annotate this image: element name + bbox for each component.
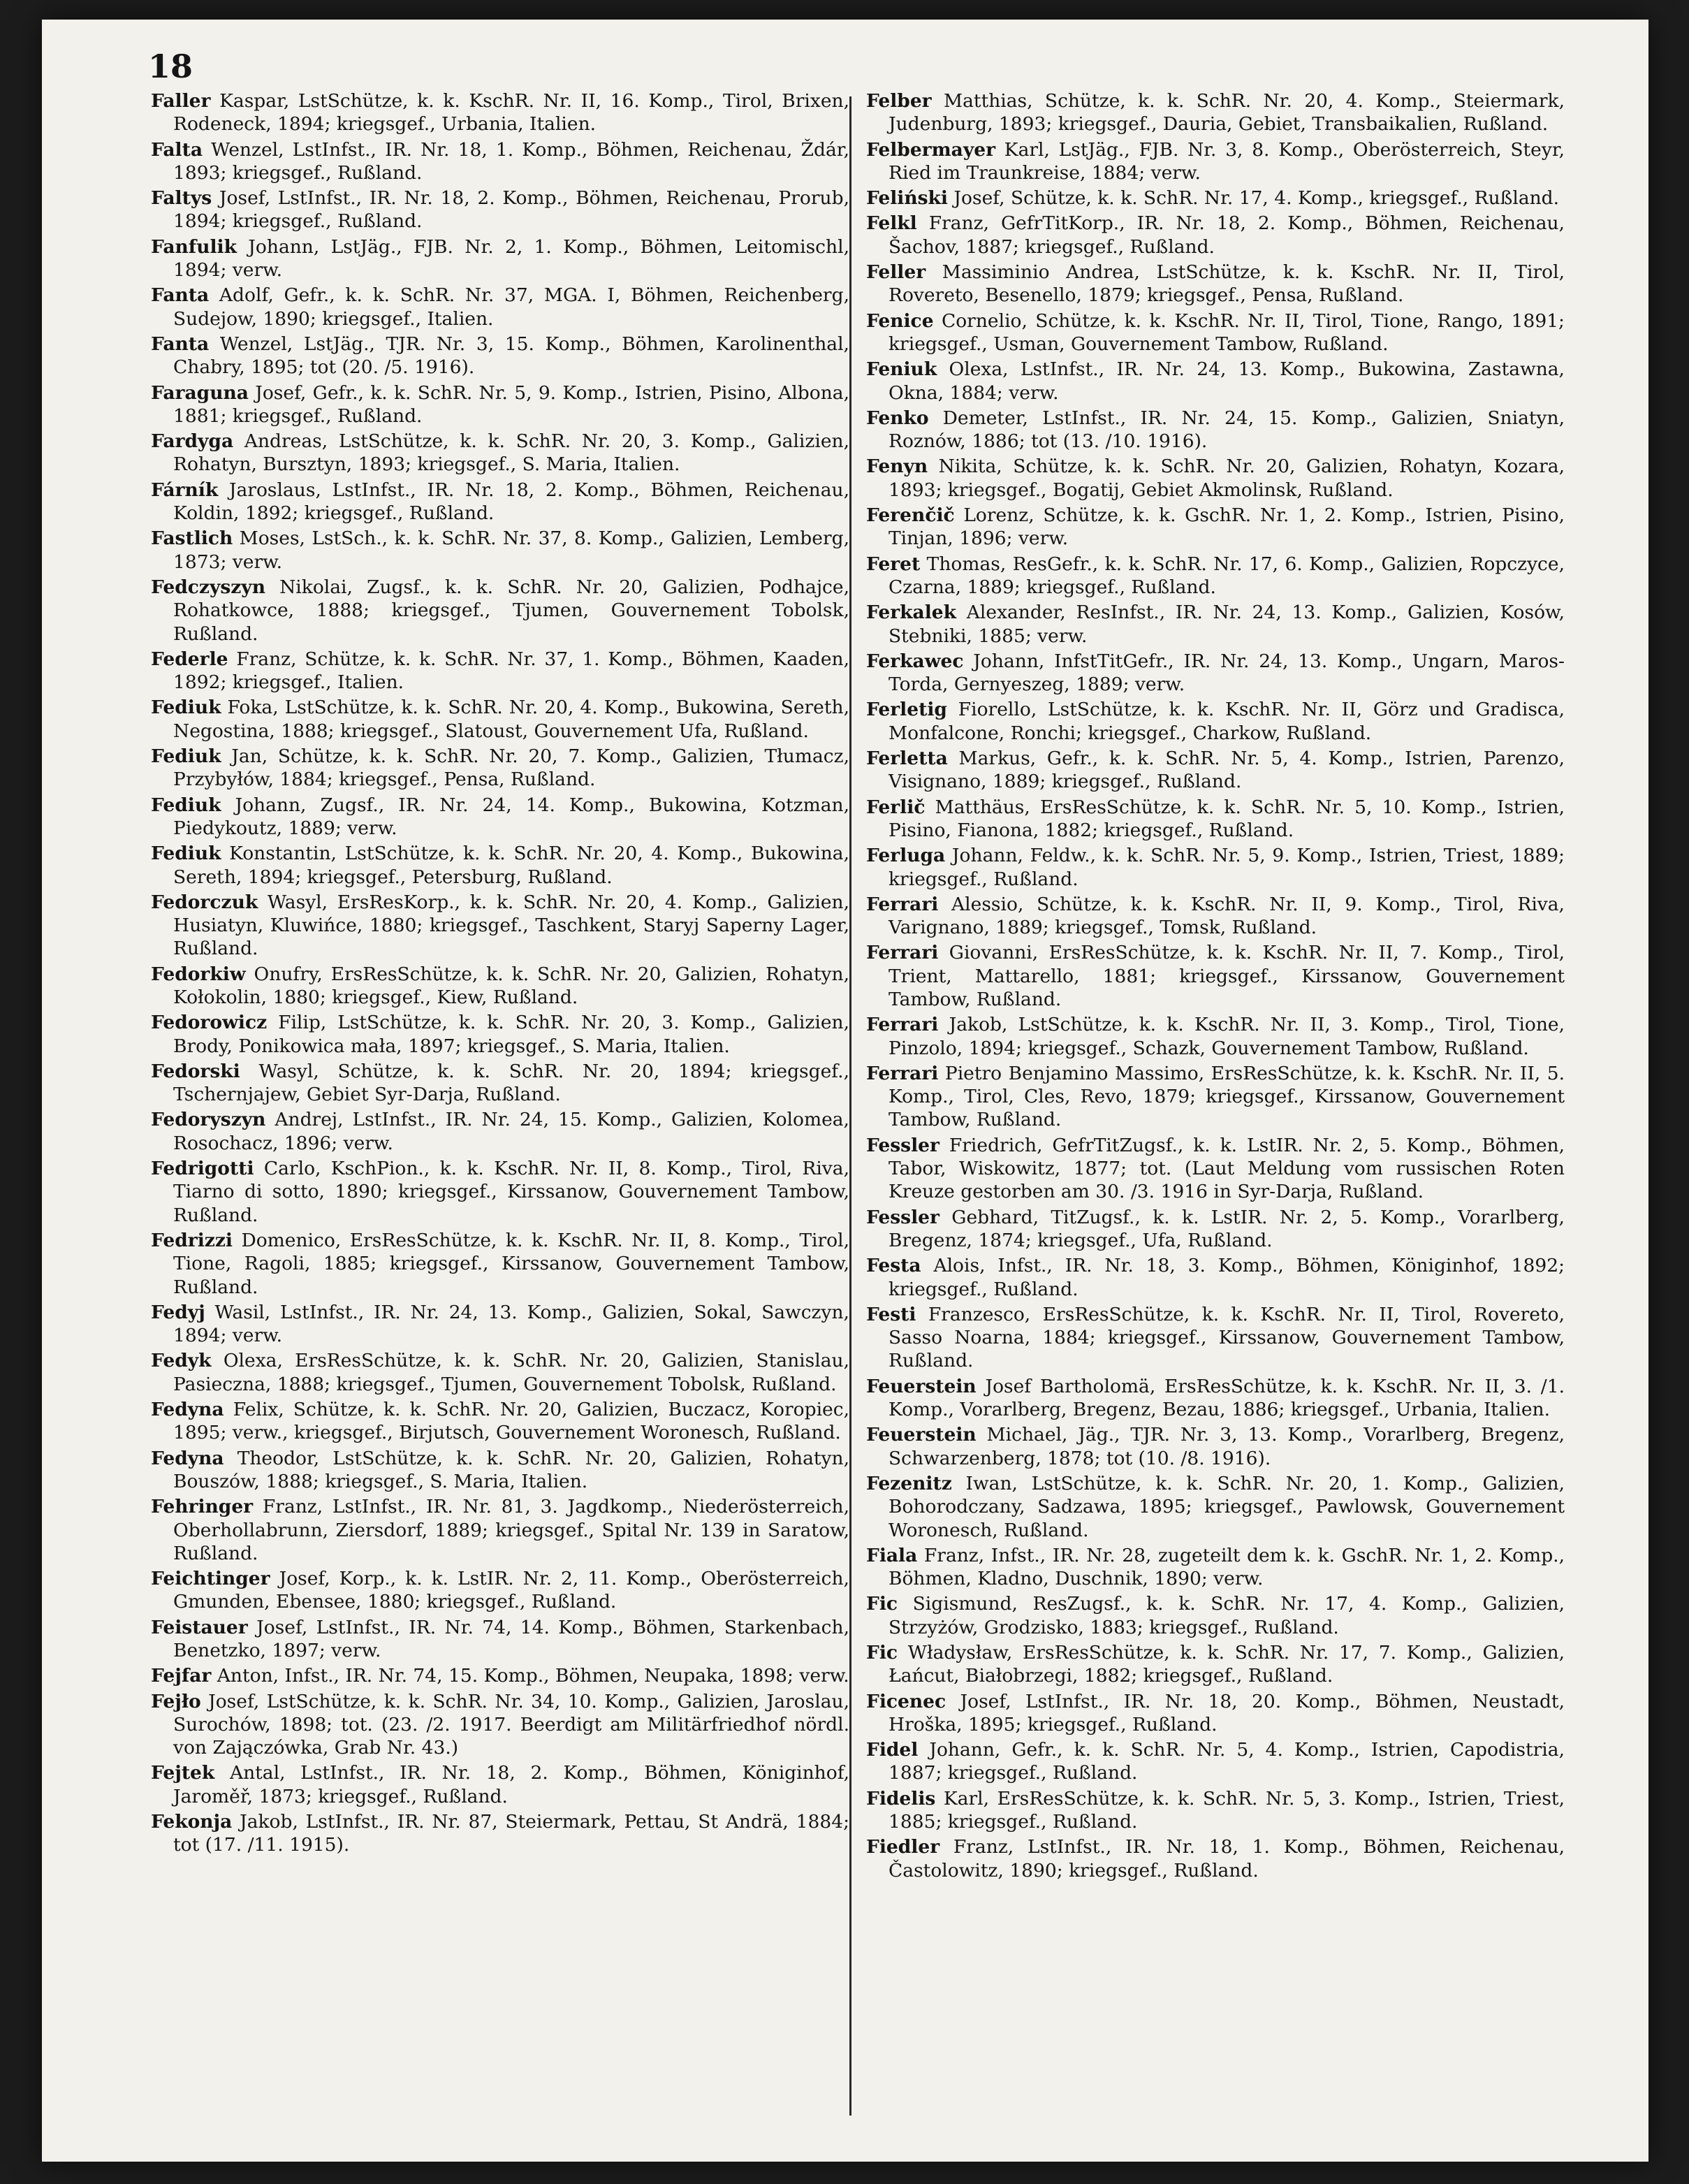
entry-details: Johann, Zugsf., IR. Nr. 24, 14. Komp., Bukowina, Kotzman, Piedykoutz, 1889; verw. <box>173 794 849 839</box>
entry-details: Gebhard, TitZugsf., k. k. LstIR. Nr. 2, 5. Komp., Vorarlberg, Bregenz, 1874; kriegsgef., Ufa, Rußland. <box>889 1206 1565 1251</box>
entry-surname: Fedyj <box>151 1301 205 1323</box>
entry-surname: Fedczyszyn <box>151 576 265 598</box>
entry-details: Karl, ErsResSchütze, k. k. SchR. Nr. 5, 3. Komp., Istrien, Triest, 1885; kriegsgef., Rußland. <box>889 1787 1565 1833</box>
entry-surname: Fessler <box>866 1134 939 1156</box>
entry-surname: Felbermayer <box>866 138 996 161</box>
entry-details: Josef, Korp., k. k. LstIR. Nr. 2, 11. Komp., Oberösterreich, Gmunden, Ebensee, 1880; kriegsgef., Rußland. <box>173 1568 849 1613</box>
entry-details: Carlo, KschPion., k. k. KschR. Nr. II, 8. Komp., Tirol, Riva, Tiarno di sotto, 1890; kriegsgef., Kirssanow, Gouvernement Tambow, Rußland. <box>173 1158 849 1226</box>
register-entry <box>151 745 849 792</box>
document-page <box>42 20 1648 2162</box>
entry-surname: Fedorowicz <box>151 1012 268 1034</box>
entry-surname: Feuerstein <box>866 1424 977 1446</box>
register-entry <box>151 1229 849 1299</box>
entry-details: Wenzel, LstJäg., TJR. Nr. 3, 15. Komp., Böhmen, Karolinenthal, Chabry, 1895; tot (20. /5. 1916). <box>173 333 849 379</box>
entry-surname: Fiala <box>866 1544 918 1566</box>
register-entry <box>151 1567 849 1614</box>
entry-surname: Fenko <box>866 407 929 429</box>
entry-details: Jakob, LstSchütze, k. k. KschR. Nr. II, 3. Komp., Tirol, Tione, Pinzolo, 1894; kriegsgef., Schazk, Gouvernement Tambow, Rußland. <box>889 1014 1565 1059</box>
register-entry <box>866 1472 1565 1542</box>
entry-details: Johann, InfstTitGefr., IR. Nr. 24, 13. Komp., Ungarn, Maros-Torda, Gernyeszeg, 1889; verw. <box>889 650 1565 696</box>
entry-details: Friedrich, GefrTitZugsf., k. k. LstIR. Nr. 2, 5. Komp., Böhmen, Tabor, Wiskowitz, 1877; tot. (Laut Meldung vom russischen Roten Kreuze gestorben am 30. /3. 1916 in Syr-Darja, Rußland. <box>889 1134 1565 1203</box>
entry-details: Andreas, LstSchütze, k. k. SchR. Nr. 20, 3. Komp., Galizien, Rohatyn, Bursztyn, 1893; kriegsgef., S. Maria, Italien. <box>173 430 849 476</box>
entry-details: Olexa, ErsResSchütze, k. k. SchR. Nr. 20, Galizien, Stanislau, Pasieczna, 1888; kriegsgef., Tjumen, Gouvernement Tobolsk, Rußland. <box>173 1350 849 1395</box>
entry-surname: Ferrari <box>866 1014 939 1036</box>
register-entry <box>866 650 1565 697</box>
register-entry <box>151 1398 849 1445</box>
register-entry <box>866 1134 1565 1204</box>
entry-details: Franz, LstInfst., IR. Nr. 18, 1. Komp., Böhmen, Reichenau, Častolowitz, 1890; kriegsgef., Rußland. <box>889 1836 1565 1881</box>
entry-surname: Ferlič <box>866 796 926 818</box>
entry-surname: Ferrari <box>866 942 939 964</box>
entry-surname: Ferrari <box>866 1062 939 1084</box>
register-entry <box>866 601 1565 648</box>
entry-details: Josef, LstSchütze, k. k. SchR. Nr. 34, 10. Komp., Galizien, Jaroslau, Surochów, 1898; tot. (23. /2. 1917. Beerdigt am Militärfriedhof nördl. von Zajączówka, Grab Nr. 43.) <box>173 1690 849 1759</box>
register-entry <box>866 1013 1565 1060</box>
register-entry <box>866 1303 1565 1373</box>
entry-surname: Faller <box>151 90 211 112</box>
entry-surname: Falta <box>151 138 203 161</box>
register-entry <box>151 479 849 525</box>
entry-surname: Faltys <box>151 187 212 210</box>
register-entry <box>151 138 849 185</box>
entry-surname: Feniuk <box>866 358 937 381</box>
register-entry <box>151 891 849 961</box>
entry-surname: Fediuk <box>151 794 221 816</box>
register-entry <box>866 310 1565 356</box>
entry-details: Onufry, ErsResSchütze, k. k. SchR. Nr. 20, Galizien, Rohatyn, Kołokolin, 1880; kriegsgef., Kiew, Rußland. <box>173 963 849 1008</box>
entry-details: Matthias, Schütze, k. k. SchR. Nr. 20, 4. Komp., Steiermark, Judenburg, 1893; kriegsgef., Dauria, Gebiet, Transbaikalien, Rußland. <box>889 90 1565 136</box>
entry-details: Jan, Schütze, k. k. SchR. Nr. 20, 7. Komp., Galizien, Tłumacz, Przybyłów, 1884; kriegsgef., Pensa, Rußland. <box>173 745 849 791</box>
register-entry <box>151 1616 849 1663</box>
entry-details: Jaroslaus, LstInfst., IR. Nr. 18, 2. Komp., Böhmen, Reichenau, Koldin, 1892; kriegsgef., Rußland. <box>173 479 849 525</box>
entry-details: Nikita, Schütze, k. k. SchR. Nr. 20, Galizien, Rohatyn, Kozara, 1893; kriegsgef., Bogatij, Gebiet Akmolinsk, Rußland. <box>889 456 1565 501</box>
entry-surname: Faraguna <box>151 381 249 404</box>
entry-details: Anton, Infst., IR. Nr. 74, 15. Komp., Böhmen, Neupaka, 1898; verw. <box>211 1665 849 1687</box>
register-entry <box>866 844 1565 891</box>
register-entry <box>866 1641 1565 1688</box>
register-entry <box>866 1738 1565 1785</box>
register-entry <box>866 1787 1565 1834</box>
entry-details: Olexa, LstInfst., IR. Nr. 24, 13. Komp., Bukowina, Zastawna, Okna, 1884; verw. <box>889 358 1565 404</box>
entry-details: Franz, LstInfst., IR. Nr. 81, 3. Jagdkomp., Niederösterreich, Oberhollabrunn, Ziersdorf, 1889; kriegsgef., Spital Nr. 139 in Saratow, Rußland. <box>173 1496 849 1564</box>
entry-details: Lorenz, Schütze, k. k. GschR. Nr. 1, 2. Komp., Istrien, Pisino, Tinjan, 1896; verw. <box>889 504 1565 550</box>
entry-details: Matthäus, ErsResSchütze, k. k. SchR. Nr. 5, 10. Komp., Istrien, Pisino, Fianona, 1882; kriegsgef., Rußland. <box>889 796 1565 841</box>
entry-surname: Fiedler <box>866 1836 940 1858</box>
entry-surname: Fanta <box>151 333 210 355</box>
entry-surname: Fanfulik <box>151 235 237 258</box>
entry-details: Fiorello, LstSchütze, k. k. KschR. Nr. II, Görz und Gradisca, Monfalcone, Ronchi; kriegsgef., Charkow, Rußland. <box>889 699 1565 744</box>
entry-surname: Fedyna <box>151 1447 224 1469</box>
register-entry <box>151 1690 849 1760</box>
entry-details: Alessio, Schütze, k. k. KschR. Nr. II, 9. Komp., Tirol, Riva, Varignano, 1889; kriegsgef., Tomsk, Rußland. <box>889 893 1565 939</box>
entry-surname: Fediuk <box>151 843 221 865</box>
entry-details: Josef, LstInfst., IR. Nr. 74, 14. Komp., Böhmen, Starkenbach, Benetzko, 1897; verw. <box>173 1616 849 1661</box>
entry-details: Josef, LstInfst., IR. Nr. 18, 20. Komp., Böhmen, Neustadt, Hroška, 1895; kriegsgef., Rußland. <box>889 1690 1565 1735</box>
entry-details: Markus, Gefr., k. k. SchR. Nr. 5, 4. Komp., Istrien, Parenzo, Visignano, 1889; kriegsgef., Rußland. <box>889 748 1565 793</box>
entry-surname: Ferkalek <box>866 602 957 624</box>
register-entry <box>866 1835 1565 1882</box>
entry-surname: Federle <box>151 648 228 670</box>
register-entry <box>866 261 1565 307</box>
entry-surname: Fessler <box>866 1206 939 1228</box>
entry-details: Konstantin, LstSchütze, k. k. SchR. Nr. 20, 4. Komp., Bukowina, Sereth, 1894; kriegsgef., Petersburg, Rußland. <box>173 843 849 888</box>
entry-surname: Feller <box>866 261 926 284</box>
entry-surname: Ferletta <box>866 748 948 770</box>
column-divider <box>849 96 851 2116</box>
entry-surname: Feuerstein <box>866 1375 977 1397</box>
entry-details: Wasil, LstInfst., IR. Nr. 24, 13. Komp., Galizien, Sokal, Sawczyn, 1894; verw. <box>173 1301 849 1347</box>
register-entry <box>866 1690 1565 1737</box>
entry-details: Iwan, LstSchütze, k. k. SchR. Nr. 20, 1. Komp., Galizien, Bohorodczany, Sadzawa, 1895; kriegsgef., Pawlowsk, Gouvernement Woronesch, Rußland. <box>889 1472 1565 1541</box>
entry-surname: Fanta <box>151 284 210 307</box>
register-entry <box>151 648 849 694</box>
register-entry <box>151 1810 849 1857</box>
register-entry <box>151 187 849 233</box>
entry-details: Theodor, LstSchütze, k. k. SchR. Nr. 20, Galizien, Rohatyn, Bouszów, 1888; kriegsgef., S. Maria, Italien. <box>173 1447 849 1492</box>
entry-surname: Fidelis <box>866 1787 936 1810</box>
entry-surname: Festi <box>866 1303 916 1325</box>
register-entry <box>151 430 849 476</box>
entry-surname: Fárník <box>151 479 219 501</box>
register-entry <box>866 455 1565 502</box>
register-entry <box>151 89 849 136</box>
register-entry <box>866 796 1565 843</box>
entry-surname: Ferletig <box>866 699 947 721</box>
entry-details: Josef, Schütze, k. k. SchR. Nr. 17, 4. Komp., kriegsgef., Rußland. <box>947 187 1560 210</box>
entry-details: Johann, LstJäg., FJB. Nr. 2, 1. Komp., Böhmen, Leitomischl, 1894; verw. <box>173 235 849 282</box>
entry-details: Cornelio, Schütze, k. k. KschR. Nr. II, Tirol, Tione, Rango, 1891; kriegsgef., Usman, Gouvernement Tambow, Rußland. <box>889 310 1565 355</box>
register-entry <box>151 527 849 574</box>
entry-details: Karl, LstJäg., FJB. Nr. 3, 8. Komp., Oberösterreich, Steyr, Ried im Traunkreise, 1884; verw. <box>889 138 1565 184</box>
register-entry <box>151 696 849 743</box>
entry-details: Adolf, Gefr., k. k. SchR. Nr. 37, MGA. I, Böhmen, Reichenberg, Sudejow, 1890; kriegsgef., Italien. <box>173 284 849 330</box>
entry-surname: Feistauer <box>151 1616 248 1638</box>
entry-details: Wasyl, Schütze, k. k. SchR. Nr. 20, 1894; kriegsgef., Tschernjajew, Gebiet Syr-Darja, Rußland. <box>173 1060 849 1106</box>
entry-surname: Fic <box>866 1642 898 1664</box>
register-entry <box>151 1447 849 1494</box>
entry-surname: Fedrigotti <box>151 1158 254 1180</box>
entry-surname: Festa <box>866 1255 921 1277</box>
entry-details: Filip, LstSchütze, k. k. SchR. Nr. 20, 3. Komp., Galizien, Brody, Ponikowica mała, 1897; kriegsgef., S. Maria, Italien. <box>173 1012 849 1057</box>
entry-surname: Fedorski <box>151 1060 240 1082</box>
entry-details: Moses, LstSch., k. k. SchR. Nr. 37, 8. Komp., Galizien, Lemberg, 1873; verw. <box>173 527 849 573</box>
register-entry <box>151 1108 849 1155</box>
register-entry <box>151 1060 849 1107</box>
register-entry <box>866 1592 1565 1639</box>
entry-surname: Fejło <box>151 1690 201 1712</box>
entry-surname: Fastlich <box>151 527 233 550</box>
register-entry <box>866 1375 1565 1422</box>
right-column <box>866 89 1565 1884</box>
register-entry <box>866 941 1565 1011</box>
entry-details: Franz, Infst., IR. Nr. 28, zugeteilt dem k. k. GschR. Nr. 1, 2. Komp., Böhmen, Kladno, Duschnik, 1890; verw. <box>889 1544 1565 1590</box>
entry-details: Demeter, LstInfst., IR. Nr. 24, 15. Komp., Galizien, Sniatyn, Roznów, 1886; tot (13. /10. 1916). <box>889 407 1565 453</box>
register-entry <box>866 407 1565 453</box>
register-entry <box>866 1254 1565 1301</box>
register-entry <box>866 1062 1565 1132</box>
entry-surname: Fic <box>866 1593 898 1615</box>
entry-details: Johann, Gefr., k. k. SchR. Nr. 5, 4. Komp., Istrien, Capodistria, 1887; kriegsgef., Rußland. <box>889 1739 1565 1784</box>
register-entry <box>151 794 849 840</box>
entry-details: Johann, Feldw., k. k. SchR. Nr. 5, 9. Komp., Istrien, Triest, 1889; kriegsgef., Rußland. <box>889 845 1565 890</box>
register-entry <box>866 89 1565 136</box>
register-entry <box>151 333 849 379</box>
left-column <box>151 89 849 1859</box>
entry-details: Domenico, ErsResSchütze, k. k. KschR. Nr. II, 8. Komp., Tirol, Tione, Ragoli, 1885; kriegsgef., Kirssanow, Gouvernement Tambow, Rußland. <box>173 1229 849 1298</box>
register-entry <box>151 284 849 330</box>
register-entry <box>866 187 1565 210</box>
register-entry <box>151 1349 849 1396</box>
entry-surname: Fedoryszyn <box>151 1109 266 1131</box>
entry-details: Antal, LstInfst., IR. Nr. 18, 2. Komp., Böhmen, Königinhof, Jaroměř, 1873; kriegsgef., Rußland. <box>173 1762 849 1807</box>
entry-details: Nikolai, Zugsf., k. k. SchR. Nr. 20, Galizien, Podhajce, Rohatkowce, 1888; kriegsgef., Tjumen, Gouvernement Tobolsk, Rußland. <box>173 576 849 645</box>
entry-details: Władysław, ErsResSchütze, k. k. SchR. Nr. 17, 7. Komp., Galizien, Łańcut, Białobrzegi, 1882; kriegsgef., Rußland. <box>889 1642 1565 1687</box>
entry-details: Michael, Jäg., TJR. Nr. 3, 13. Komp., Vorarlberg, Bregenz, Schwarzenberg, 1878; tot (10. /8. 1916). <box>889 1424 1565 1469</box>
register-entry <box>866 358 1565 405</box>
entry-details: Jakob, LstInfst., IR. Nr. 87, Steiermark, Pettau, St Andrä, 1884; tot (17. /11. 1915). <box>173 1811 849 1856</box>
entry-surname: Fejtek <box>151 1762 215 1784</box>
register-entry <box>866 1423 1565 1470</box>
register-entry <box>151 842 849 889</box>
entry-details: Josef, LstInfst., IR. Nr. 18, 2. Komp., Böhmen, Reichenau, Prorub, 1894; kriegsgef., Rußland. <box>173 187 849 233</box>
entry-details: Kaspar, LstSchütze, k. k. KschR. Nr. II, 16. Komp., Tirol, Brixen, Rodeneck, 1894; kriegsgef., Urbania, Italien. <box>173 90 849 136</box>
register-entry <box>866 1206 1565 1253</box>
entry-surname: Ficenec <box>866 1690 946 1712</box>
entry-details: Alexander, ResInfst., IR. Nr. 24, 13. Komp., Galizien, Kosów, Stebniki, 1885; verw. <box>889 602 1565 647</box>
entry-surname: Ferrari <box>866 893 939 915</box>
entry-surname: Fidel <box>866 1739 919 1761</box>
entry-surname: Feret <box>866 553 921 575</box>
register-entry <box>866 747 1565 794</box>
entry-details: Foka, LstSchütze, k. k. SchR. Nr. 20, 4. Komp., Bukowina, Sereth, Negostina, 1888; kriegsgef., Slatoust, Gouvernement Ufa, Rußland. <box>173 697 849 742</box>
entry-surname: Fenyn <box>866 456 928 478</box>
entry-surname: Fedorczuk <box>151 891 258 913</box>
entry-surname: Ferluga <box>866 845 946 867</box>
entry-surname: Fedorkiw <box>151 963 246 985</box>
entry-details: Alois, Infst., IR. Nr. 18, 3. Komp., Böhmen, Königinhof, 1892; kriegsgef., Rußland. <box>889 1255 1565 1300</box>
entry-surname: Ferenčič <box>866 504 955 527</box>
entry-details: Sigismund, ResZugsf., k. k. SchR. Nr. 17, 4. Komp., Galizien, Strzyżów, Grodzisko, 1883; kriegsgef., Rußland. <box>889 1593 1565 1638</box>
entry-surname: Fezenitz <box>866 1472 952 1494</box>
entry-details: Josef, Gefr., k. k. SchR. Nr. 5, 9. Komp., Istrien, Pisino, Albona, 1881; kriegsgef., Rußland. <box>173 381 849 427</box>
register-entry <box>151 1157 849 1227</box>
entry-details: Giovanni, ErsResSchütze, k. k. KschR. Nr. II, 7. Komp., Tirol, Trient, Mattarello, 1881; kriegsgef., Kirssanow, Gouvernement Tambow, Rußland. <box>889 942 1565 1010</box>
entry-details: Wasyl, ErsResKorp., k. k. SchR. Nr. 20, 4. Komp., Galizien, Husiatyn, Kluwińce, 1880; kriegsgef., Taschkent, Staryj Saperny Lager, Rußland. <box>173 891 849 960</box>
register-entry <box>151 576 849 646</box>
entry-surname: Fedyna <box>151 1399 224 1421</box>
register-entry <box>866 138 1565 185</box>
register-entry <box>151 381 849 428</box>
register-entry <box>151 1761 849 1808</box>
register-entry <box>866 504 1565 551</box>
entry-details: Thomas, ResGefr., k. k. SchR. Nr. 17, 6. Komp., Galizien, Ropczyce, Czarna, 1889; kriegsgef., Rußland. <box>889 553 1565 598</box>
entry-details: Franz, Schütze, k. k. SchR. Nr. 37, 1. Komp., Böhmen, Kaaden, 1892; kriegsgef., Italien. <box>173 648 849 694</box>
entry-surname: Fekonja <box>151 1811 233 1833</box>
entry-surname: Fediuk <box>151 697 221 719</box>
register-entry <box>866 698 1565 745</box>
register-entry <box>151 1495 849 1565</box>
register-entry <box>866 212 1565 259</box>
entry-details: Felix, Schütze, k. k. SchR. Nr. 20, Galizien, Buczacz, Koropiec, 1895; verw., kriegsgef., Birjutsch, Gouvernement Woronesch, Rußland. <box>173 1399 849 1444</box>
entry-details: Franzesco, ErsResSchütze, k. k. KschR. Nr. II, Tirol, Rovereto, Sasso Noarna, 1884; kriegsgef., Kirssanow, Gouvernement Tambow, Rußland. <box>889 1303 1565 1372</box>
entry-surname: Fardyga <box>151 430 234 453</box>
entry-surname: Fejfar <box>151 1665 212 1687</box>
entry-surname: Felber <box>866 90 932 112</box>
entry-details: Massiminio Andrea, LstSchütze, k. k. KschR. Nr. II, Tirol, Rovereto, Besenello, 1879; kriegsgef., Pensa, Rußland. <box>889 261 1565 307</box>
register-entry <box>151 963 849 1010</box>
register-entry <box>866 553 1565 599</box>
register-entry <box>866 893 1565 940</box>
register-entry <box>151 1664 849 1687</box>
register-entry <box>866 1544 1565 1591</box>
entry-details: Franz, GefrTitKorp., IR. Nr. 18, 2. Komp., Böhmen, Reichenau, Šachov, 1887; kriegsgef., Rußland. <box>889 212 1565 258</box>
register-entry <box>151 1011 849 1058</box>
entry-details: Wenzel, LstInfst., IR. Nr. 18, 1. Komp., Böhmen, Reichenau, Ždár, 1893; kriegsgef., Rußland. <box>173 138 849 184</box>
page-number: 18 <box>148 48 193 85</box>
entry-surname: Feliński <box>866 187 948 210</box>
entry-details: Josef Bartholomä, ErsResSchütze, k. k. KschR. Nr. II, 3. /1. Komp., Vorarlberg, Bregenz, Bezau, 1886; kriegsgef., Urbania, Italien. <box>889 1375 1565 1421</box>
entry-details: Andrej, LstInfst., IR. Nr. 24, 15. Komp., Galizien, Kolomea, Rosochacz, 1896; verw. <box>173 1109 849 1154</box>
entry-surname: Feichtinger <box>151 1568 270 1590</box>
entry-surname: Fenice <box>866 310 934 332</box>
entry-surname: Ferkawec <box>866 650 964 672</box>
entry-surname: Fedyk <box>151 1350 212 1372</box>
entry-surname: Felkl <box>866 212 917 235</box>
register-entry <box>151 1301 849 1348</box>
entry-details: Pietro Benjamino Massimo, ErsResSchütze, k. k. KschR. Nr. II, 5. Komp., Tirol, Cles, Revo, 1879; kriegsgef., Kirssanow, Gouvernement Tambow, Rußland. <box>889 1062 1565 1131</box>
register-entry <box>151 235 849 282</box>
entry-surname: Fediuk <box>151 745 221 768</box>
entry-surname: Fedrizzi <box>151 1229 233 1251</box>
entry-surname: Fehringer <box>151 1496 254 1518</box>
